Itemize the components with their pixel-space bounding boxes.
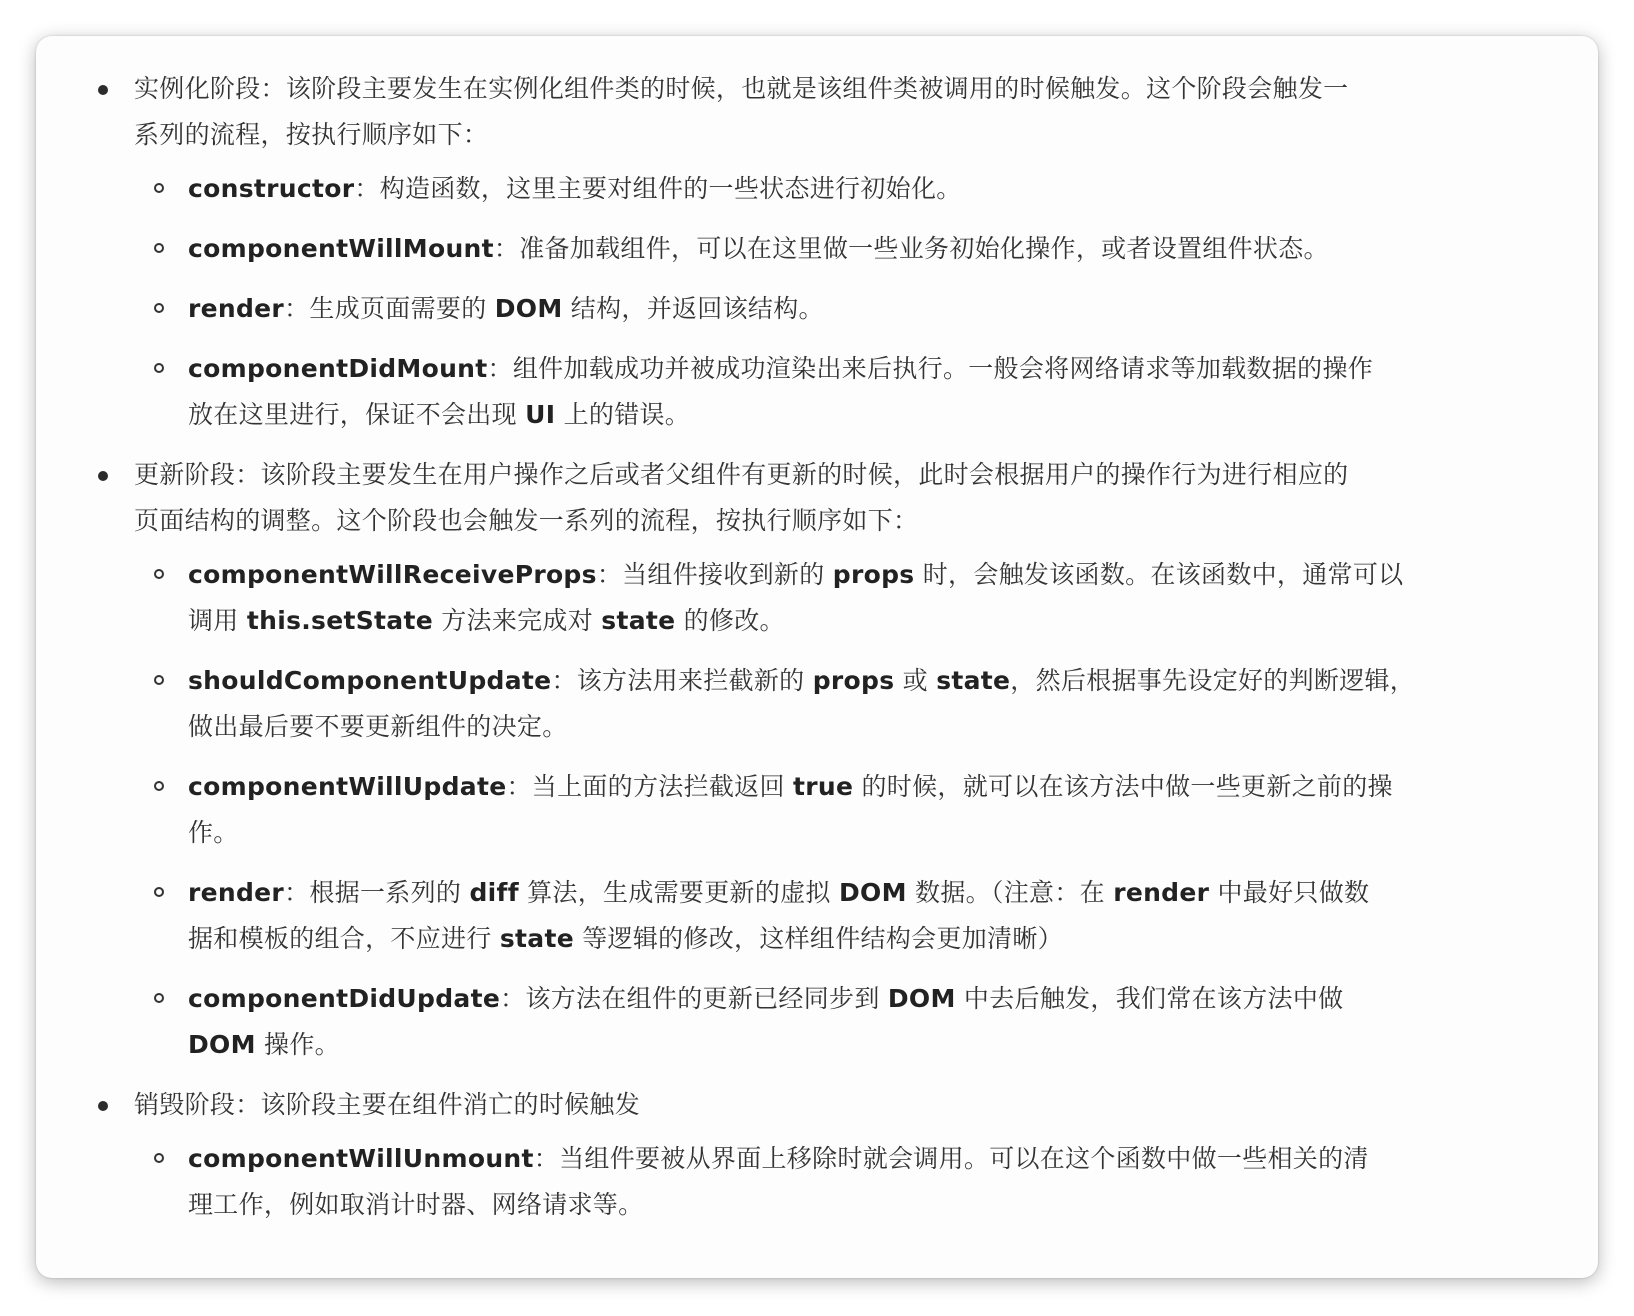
list-item-componentwillmount: componentWillMount：准备加载组件，可以在这里做一些业务初始化操作，或者设置组件状态。 [134, 226, 1538, 272]
method-name: componentWillUnmount [188, 1144, 534, 1173]
circle-bullet-icon [154, 1153, 164, 1163]
section-desc: 销毁阶段：该阶段主要在组件消亡的时候触发 [134, 1090, 641, 1119]
method-name: render [188, 878, 285, 907]
list-item-render-update: render：根据一系列的 diff 算法，生成需要更新的虚拟 DOM 数据。（注意：在 render 中最好只做数 据和模板的组合，不应进行 state 等逻辑的修改，这样组件结构会更加清晰） [134, 870, 1538, 962]
list-item-componentwillreceiveprops: componentWillReceiveProps：当组件接收到新的 props 时，会触发该函数。在该函数中，通常可以 调用 this.setState 方法来完成对 state 的修改。 [134, 552, 1538, 644]
lifecycle-list [96, 66, 1538, 1228]
circle-bullet-icon [154, 887, 164, 897]
method-name: componentDidMount [188, 354, 488, 383]
section-title: 销毁阶段 [134, 1090, 236, 1119]
list-item-instantiation [96, 66, 1538, 438]
sub-list [134, 1136, 1538, 1228]
bullet-icon [98, 85, 108, 95]
list-item-update [96, 452, 1538, 1068]
list-item-componentdidupdate: componentDidUpdate：该方法在组件的更新已经同步到 DOM 中去后触发，我们常在该方法中做 DOM 操作。 [134, 976, 1538, 1068]
list-item-constructor: constructor：构造函数，这里主要对组件的一些状态进行初始化。 [134, 166, 1538, 212]
sub-list [134, 166, 1538, 438]
list-item-unmount [96, 1082, 1538, 1228]
list-item-render: render：生成页面需要的 DOM 结构，并返回该结构。 [134, 286, 1538, 332]
method-name: componentWillUpdate [188, 772, 507, 801]
method-name: render [188, 294, 285, 323]
list-item-componentdidmount: componentDidMount：组件加载成功并被成功渲染出来后执行。一般会将网络请求等加载数据的操作 放在这里进行，保证不会出现 UI 上的错误。 [134, 346, 1538, 438]
circle-bullet-icon [154, 675, 164, 685]
circle-bullet-icon [154, 569, 164, 579]
bullet-icon [98, 1101, 108, 1111]
list-item-shouldcomponentupdate: shouldComponentUpdate：该方法用来拦截新的 props 或 state，然后根据事先设定好的判断逻辑， 做出最后要不要更新组件的决定。 [134, 658, 1538, 750]
list-item-componentwillunmount: componentWillUnmount：当组件要被从界面上移除时就会调用。可以在这个函数中做一些相关的清 理工作，例如取消计时器、网络请求等。 [134, 1136, 1538, 1228]
circle-bullet-icon [154, 781, 164, 791]
bullet-icon [98, 471, 108, 481]
circle-bullet-icon [154, 303, 164, 313]
method-name: componentWillReceiveProps [188, 560, 597, 589]
circle-bullet-icon [154, 243, 164, 253]
section-desc: 实例化阶段：该阶段主要发生在实例化组件类的时候，也就是该组件类被调用的时候触发。这个阶段会触发一 系列的流程，按执行顺序如下： [134, 74, 1349, 149]
circle-bullet-icon [154, 363, 164, 373]
section-desc: 更新阶段：该阶段主要发生在用户操作之后或者父组件有更新的时候，此时会根据用户的操作行为进行相应的 页面结构的调整。这个阶段也会触发一系列的流程，按执行顺序如下： [134, 460, 1349, 535]
list-item-componentwillupdate: componentWillUpdate：当上面的方法拦截返回 true 的时候，就可以在该方法中做一些更新之前的操 作。 [134, 764, 1538, 856]
section-title: 更新阶段 [134, 460, 236, 489]
section-title: 实例化阶段 [134, 74, 261, 103]
circle-bullet-icon [154, 183, 164, 193]
method-name: componentWillMount [188, 234, 494, 263]
method-name: constructor [188, 174, 355, 203]
sub-list [134, 552, 1538, 1068]
method-name: shouldComponentUpdate [188, 666, 552, 695]
method-name: componentDidUpdate [188, 984, 501, 1013]
circle-bullet-icon [154, 993, 164, 1003]
document-card [36, 36, 1598, 1278]
